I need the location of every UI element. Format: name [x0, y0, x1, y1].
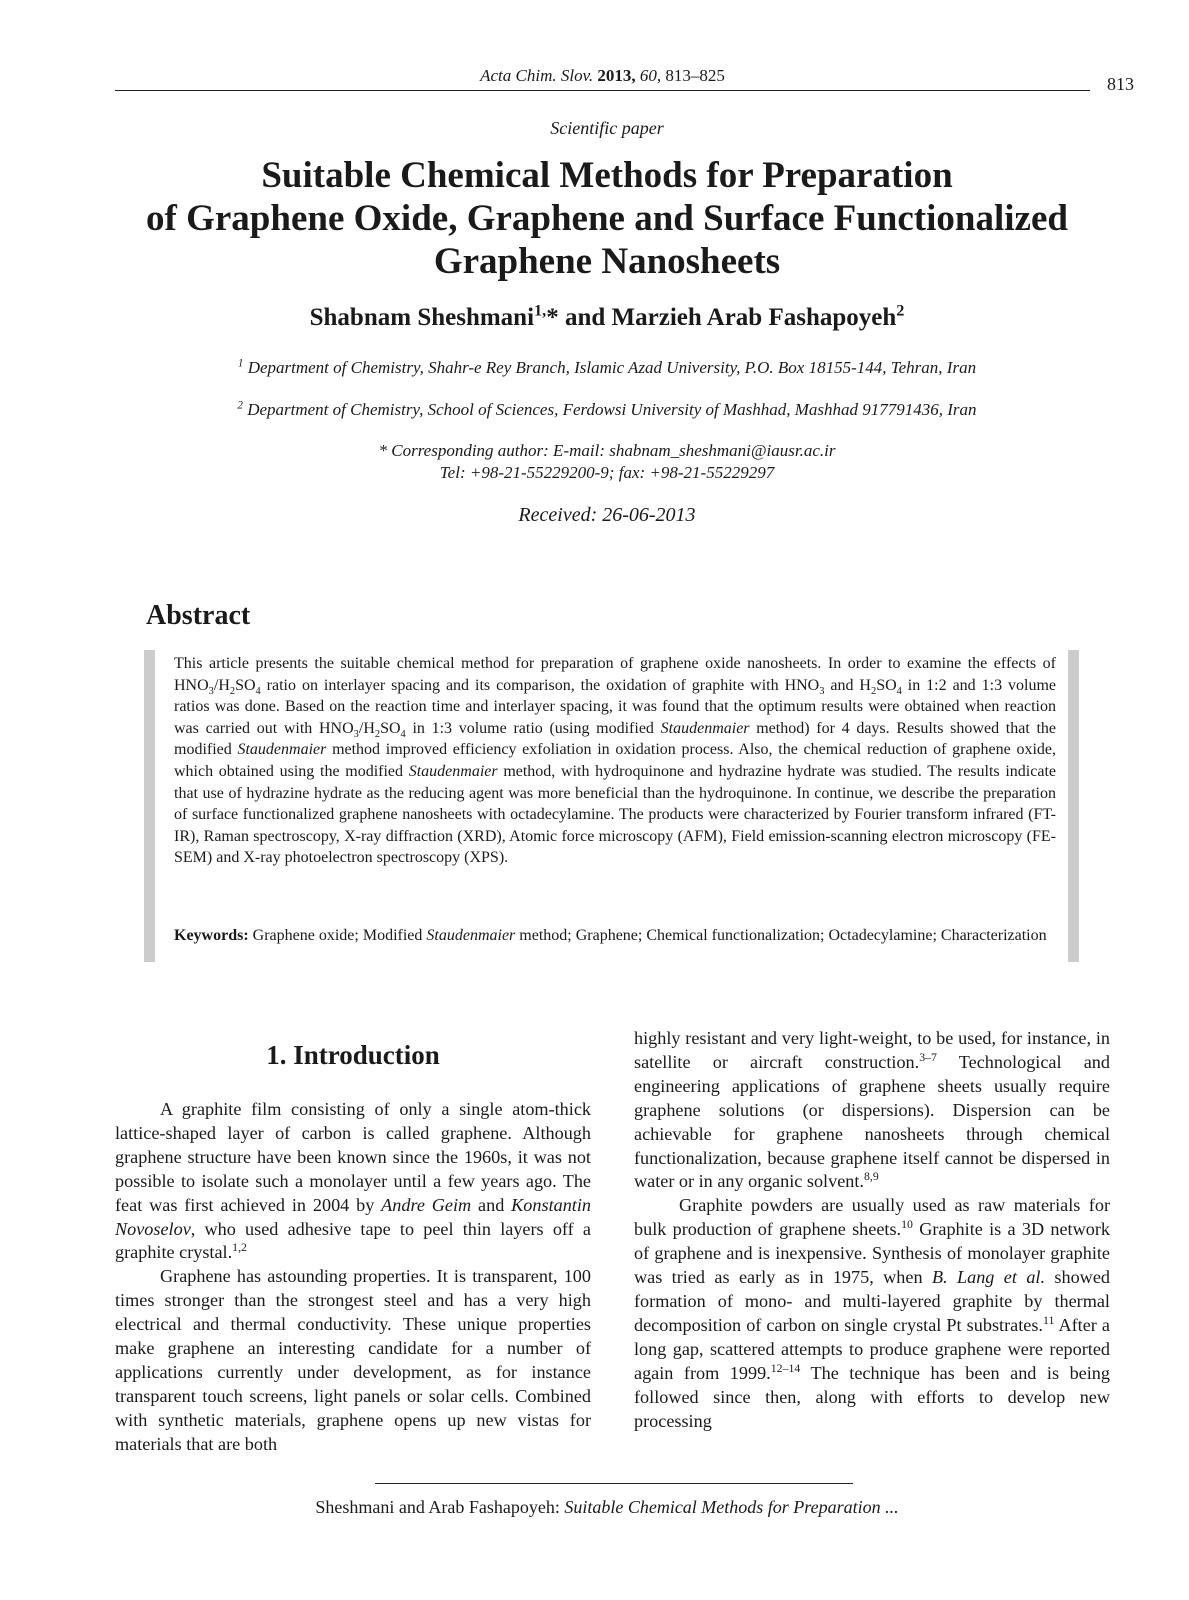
journal-volume: 60,: [639, 66, 662, 85]
corresponding-star: *: [546, 304, 559, 331]
paragraph-text: showed formation of mono- and multi-layered graphite by thermal decomposition of carbon on single crystal Pt substrates.: [634, 1267, 1110, 1335]
method-name: Staudenmaier: [426, 927, 516, 944]
journal-name: Acta Chim. Slov.: [480, 66, 594, 85]
affiliation-number: 2: [237, 399, 243, 412]
abstract-text: SO: [235, 676, 256, 694]
paragraph: [634, 1194, 1110, 1433]
affiliation-marker: 1,: [534, 301, 547, 320]
method-name: Staudenmaier: [660, 719, 750, 737]
received-date: Received: 26-06-2013: [518, 504, 696, 526]
abstract-bar-left: [144, 650, 155, 962]
page-number: 813: [1107, 74, 1134, 94]
person-name: Andre Geim: [381, 1194, 472, 1215]
paragraph-text: The technique has been and is being followed since then, along with efforts to develop new processing: [634, 1362, 1110, 1431]
author-name: Marzieh Arab Fashapoyeh: [611, 304, 897, 331]
footer-title: Suitable Chemical Methods for Preparation: [564, 1497, 881, 1517]
citation[interactable]: 10: [901, 1217, 913, 1232]
abstract-text: /H: [213, 676, 230, 694]
affiliation-text: Department of Chemistry, Shahr-e Rey Branch, Islamic Azad University, P.O. Box 18155-144, Tehran, Iran: [247, 358, 977, 377]
left-column: [115, 1098, 591, 1457]
keywords: [174, 925, 1056, 947]
author-conjunction: and: [558, 304, 612, 331]
right-column: [634, 1027, 1110, 1433]
affiliation-marker: 2: [896, 301, 905, 320]
affiliation: [60, 358, 1154, 378]
paragraph-text: Graphite powders are usually used as raw materials for bulk production of graphene sheets.: [634, 1195, 1110, 1240]
journal-pages: 813–825: [665, 66, 725, 85]
footer-rule: [375, 1483, 853, 1484]
keywords-text: Graphene oxide; Modified: [248, 927, 427, 944]
method-name: Staudenmaier: [408, 762, 498, 780]
subscript: 3: [353, 728, 359, 740]
paragraph-text: and: [471, 1194, 512, 1215]
correspondence: [0, 440, 1189, 484]
running-head: [115, 66, 1090, 86]
running-footer: [0, 1497, 1189, 1518]
abstract-text: in 1:3 volume ratio (using modified: [405, 719, 661, 737]
paragraph-text: Technological and engineering applications of graphene sheets usually require graphene solutions (or dispersions). Dispersion can be achievable for graphene nanosheets through chemical functionalization, because graphene itself cannot be dispersed in water or in any organic solvent.: [634, 1051, 1110, 1192]
paragraph-text: A graphite film consisting of only a single atom-thick lattice-shaped layer of carbon is called graphene. Although graphene structure have been known since the 1960s, it was not possible to isolate such a monolayer until a few years ago. The feat was first achieved in 2004 by: [115, 1099, 591, 1215]
citation[interactable]: 1,2: [232, 1240, 247, 1255]
citation[interactable]: 12–14: [770, 1360, 801, 1375]
subscript: 2: [229, 685, 236, 697]
paragraph: [115, 1098, 591, 1265]
citation[interactable]: 8,9: [863, 1169, 879, 1184]
abstract-text: method, with hydroquinone and hydrazine hydrate was studied. The results indicate that use of hydrazine hydrate as the reducing agent was more beneficial than the hydroquinone. In continue, we describe the preparation of surface functionalized graphene nanosheets with octadecylamine. The products were characterized by Fourier transform infrared (FT-IR), Raman spectroscopy, X-ray diffraction (XRD), Atomic force microscopy (AFM), Field emission-scanning electron microscopy (FE-SEM) and X-ray photoelectron spectroscopy (XPS).: [174, 762, 1056, 867]
abstract-text: in 1:2 and 1:3 volume ratios was done. Based on the reaction time and interlayer spacing, it was found that the optimum results were obtained when reaction was carried out with HNO: [174, 676, 1056, 737]
author-name: Shabnam Sheshmani: [309, 304, 535, 331]
person-name: B. Lang et al.: [931, 1267, 1046, 1288]
paragraph: Graphene has astounding properties. It is transparent, 100 times stronger than the strongest steel and has a very high electrical and thermal conductivity. These unique properties make graphene an interesting candidate for a number of applications currently under development, as for instance transparent touch screens, light panels or solar cells. Combined with synthetic materials, graphene opens up new vistas for materials that are both: [115, 1266, 591, 1454]
abstract-text: SO: [380, 719, 401, 737]
subscript: 4: [400, 728, 406, 740]
paragraph: [634, 1027, 1110, 1194]
keywords-label: Keywords:: [174, 927, 249, 944]
abstract-text: /H: [358, 719, 375, 737]
paragraph-text: , who used adhesive tape to peel thin layers off a graphite crystal.: [115, 1218, 591, 1263]
section-heading: 1. Introduction: [266, 1040, 440, 1070]
citation[interactable]: 3–7: [919, 1049, 937, 1064]
paragraph-text: highly resistant and very light-weight, to be used, for instance, in satellite or aircraft construction.: [634, 1028, 1110, 1072]
title-line: Suitable Chemical Methods for Preparation: [261, 155, 953, 196]
keywords-text: method; Graphene; Chemical functionalization; Octadecylamine; Characterization: [515, 927, 1047, 944]
subscript: 3: [819, 685, 825, 697]
footer-ellipsis: ...: [885, 1497, 899, 1517]
paper-title: [80, 154, 1134, 283]
abstract-text: method improved efficiency exfoliation in oxidation process. Also, the chemical reduction of graphene oxide, which obtained using the modified: [174, 741, 1057, 780]
paragraph-text: After a long gap, scattered attempts to produce graphene were reported again from 1999.: [634, 1314, 1110, 1383]
correspondence-email[interactable]: * Corresponding author: E-mail: shabnam_sheshmani@iausr.ac.ir: [378, 441, 836, 460]
affiliation: [60, 400, 1154, 420]
subscript: 2: [374, 728, 381, 740]
abstract-text: This article presents the suitable chemical method for preparation of graphene oxide nanosheets. In order to examine the effects of HNO: [174, 655, 1056, 694]
subscript: 4: [255, 685, 261, 697]
title-line: Graphene Nanosheets: [433, 241, 781, 282]
subscript: 2: [870, 685, 877, 697]
abstract-bar-right: [1068, 650, 1079, 962]
journal-year: 2013,: [597, 66, 636, 85]
subscript: 4: [896, 685, 902, 697]
abstract-text: SO: [876, 676, 897, 694]
paragraph-text: Graphite is a 3D network of graphene and is inexpensive. Synthesis of monolayer graphite was tried as early as in 1975, when: [634, 1219, 1110, 1288]
author-line: [0, 301, 1189, 332]
abstract-text: method) for 4 days. Results showed that the modified: [174, 719, 1057, 759]
article-type: Scientific paper: [550, 118, 664, 138]
affiliation-number: 1: [237, 357, 244, 370]
abstract-body: [174, 653, 1056, 869]
footer-authors: Sheshmani and Arab Fashapoyeh:: [315, 1497, 560, 1517]
header-rule: [115, 90, 1090, 91]
method-name: Staudenmaier: [237, 741, 327, 759]
citation[interactable]: 11: [1042, 1312, 1055, 1327]
abstract-heading: Abstract: [146, 600, 251, 631]
title-line: of Graphene Oxide, Graphene and Surface Functionalized: [146, 198, 1068, 239]
person-name: Konstantin Novoselov: [115, 1194, 592, 1239]
abstract-text: ratio on interlayer spacing and its comparison, the oxidation of graphite with HNO: [260, 676, 820, 694]
affiliation-text: Department of Chemistry, School of Sciences, Ferdowsi University of Mashhad, Mashhad 917791436, Iran: [247, 400, 977, 419]
correspondence-phone: Tel: +98-21-55229200-9; fax: +98-21-55229297: [439, 463, 775, 482]
abstract-text: and H: [824, 676, 871, 694]
subscript: 3: [208, 685, 214, 697]
